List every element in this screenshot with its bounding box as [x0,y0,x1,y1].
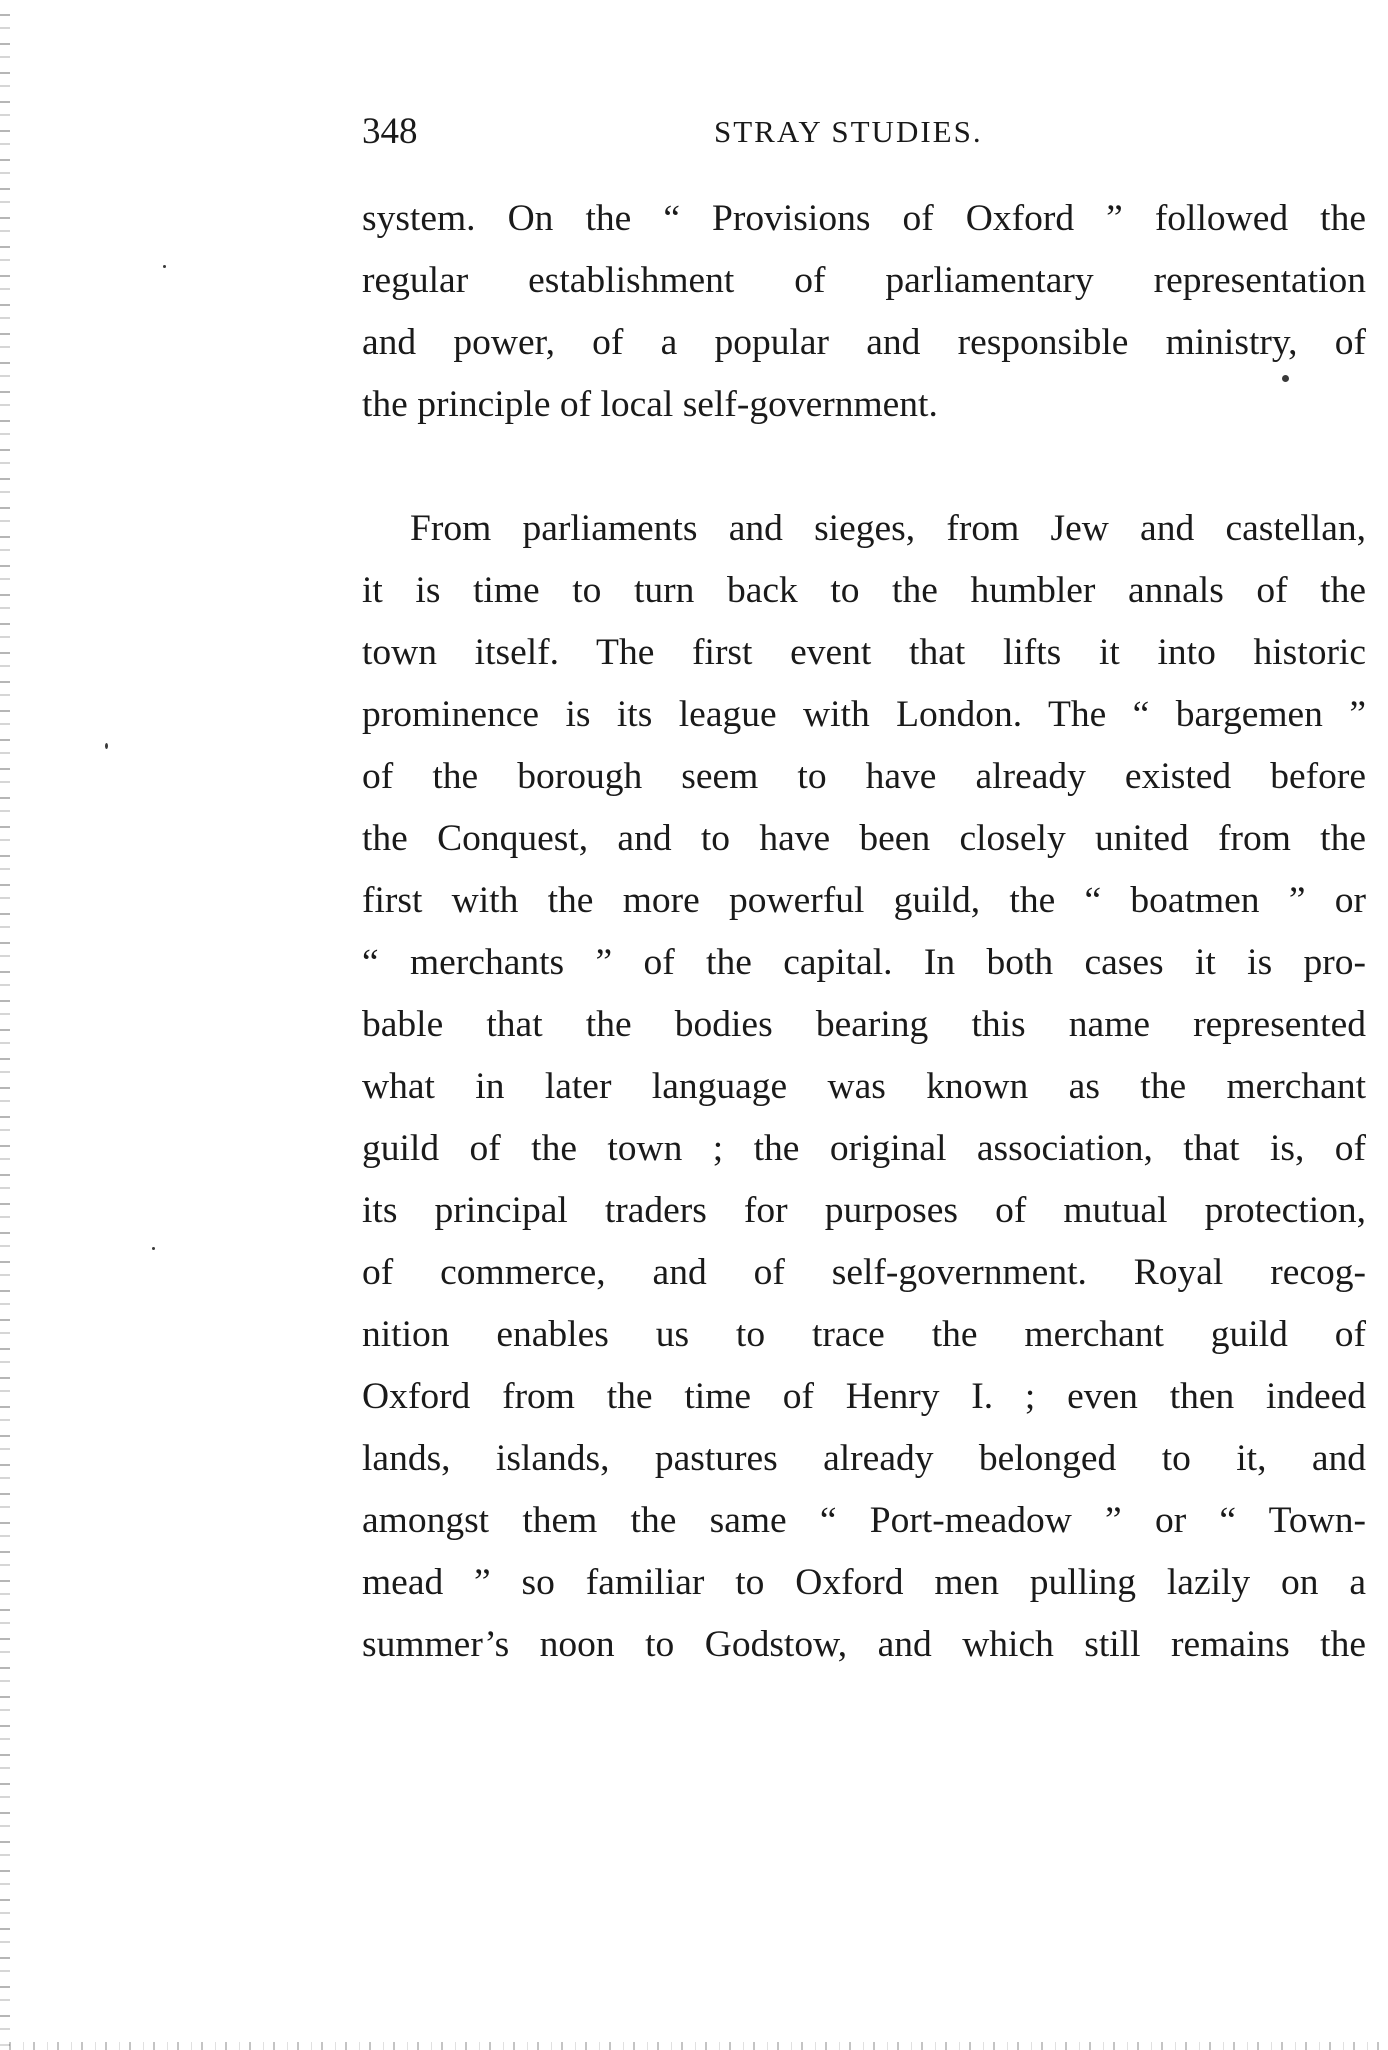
scan-bottom-edge [0,2042,1388,2050]
page-number: 348 [362,111,418,152]
text-line: “ merchants ” of the capital. In both cases it is pro- [362,942,1366,983]
text-line: bable that the bodies bearing this name represented [362,1004,1366,1045]
text-line: of the borough seem to have already existed before [362,756,1366,797]
text-line: first with the more powerful guild, the “ boatmen ” or [362,880,1366,921]
scan-speck [105,743,108,749]
text-line: of commerce, and of self-government. Royal recog- [362,1252,1366,1293]
running-header [362,112,1370,152]
text-line: its principal traders for purposes of mutual protection, [362,1190,1366,1231]
scan-binding-edge [0,0,10,2050]
text-line: system. On the “ Provisions of Oxford ” followed the [362,198,1366,239]
text-line: lands, islands, pastures already belonged to it, and [362,1438,1366,1479]
text-line: and power, of a popular and responsible ministry, of [362,322,1366,363]
text-line: guild of the town ; the original association, that is, of [362,1128,1366,1169]
text-line: town itself. The first event that lifts it into historic [362,632,1366,673]
paragraph-1 [362,188,1366,436]
text-line: mead ” so familiar to Oxford men pulling lazily on a [362,1562,1366,1603]
text-line: prominence is its league with London. The “ bargemen ” [362,694,1366,735]
text-line: From parliaments and sieges, from Jew and castellan, [410,508,1366,549]
text-line: amongst them the same “ Port-meadow ” or “ Town- [362,1500,1366,1541]
scan-speck [152,1247,155,1250]
running-title: STRAY STUDIES. [714,114,983,149]
paragraph-2 [362,498,1366,1676]
text-line: nition enables us to trace the merchant guild of [362,1314,1366,1355]
scan-speck [163,265,166,268]
text-line: regular establishment of parliamentary representation [362,260,1366,301]
text-line: it is time to turn back to the humbler annals of the [362,570,1366,611]
text-line: the Conquest, and to have been closely united from the [362,818,1366,859]
text-line: the principle of local self-government. [362,384,938,425]
text-line: Oxford from the time of Henry I. ; even then indeed [362,1376,1366,1417]
scan-speck [1282,375,1289,382]
text-line: summer’s noon to Godstow, and which still remains the [362,1624,1366,1665]
text-line: what in later language was known as the merchant [362,1066,1366,1107]
